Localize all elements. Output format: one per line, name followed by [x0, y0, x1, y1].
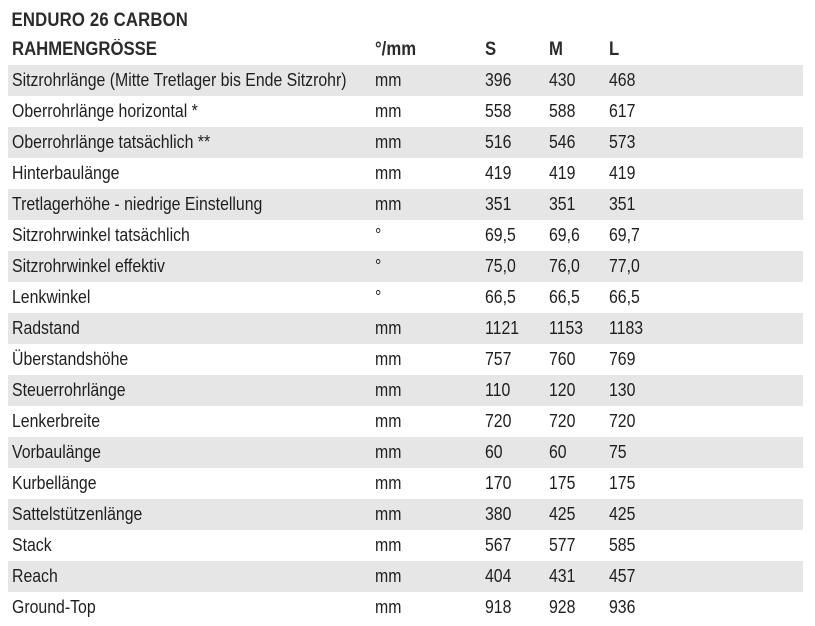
row-value-l: 66,5 [609, 287, 640, 307]
row-unit: mm [375, 442, 402, 462]
row-value-s: 720 [485, 411, 512, 431]
row-label: Sitzrohrwinkel tatsächlich [12, 225, 190, 245]
row-label: Überstandshöhe [12, 349, 129, 369]
row-label: Steuerrohrlänge [12, 380, 126, 400]
row-value-s: 110 [485, 380, 511, 400]
row-unit: mm [375, 504, 402, 524]
row-value-s: 66,5 [485, 287, 516, 307]
row-unit: ° [375, 256, 382, 276]
table-row [8, 65, 803, 96]
row-unit: ° [375, 225, 382, 245]
row-value-l: 936 [609, 597, 636, 617]
table-row [8, 561, 803, 592]
row-value-s: 918 [485, 597, 512, 617]
row-value-m: 430 [549, 70, 576, 90]
row-value-l: 468 [609, 70, 636, 90]
row-value-l: 425 [609, 504, 636, 524]
row-value-m: 351 [549, 194, 576, 214]
row-unit: mm [375, 318, 402, 338]
row-value-m: 1153 [549, 318, 584, 338]
row-label: Sitzrohrlänge (Mitte Tretlager bis Ende Sitzrohr) [12, 70, 347, 90]
row-unit: mm [375, 349, 402, 369]
row-label: Stack [12, 535, 52, 555]
row-value-l: 1183 [609, 318, 644, 338]
header-unit: °/mm [375, 38, 417, 60]
header-size-l: L [609, 38, 620, 60]
row-label: Hinterbaulänge [12, 163, 120, 183]
table-row [8, 592, 803, 623]
row-label: Lenkerbreite [12, 411, 101, 431]
row-unit: mm [375, 163, 402, 183]
row-label: Sattelstützenlänge [12, 504, 143, 524]
table-row [8, 406, 803, 437]
row-value-m: 546 [549, 132, 576, 152]
row-unit: mm [375, 380, 402, 400]
row-value-s: 1121 [485, 318, 520, 338]
row-value-s: 69,5 [485, 225, 516, 245]
row-unit: mm [375, 597, 402, 617]
row-value-m: 76,0 [549, 256, 580, 276]
row-value-m: 60 [549, 442, 567, 462]
row-label: Sitzrohrwinkel effektiv [12, 256, 165, 276]
row-unit: ° [375, 287, 382, 307]
row-value-s: 404 [485, 566, 512, 586]
row-value-l: 69,7 [609, 225, 640, 245]
row-value-l: 769 [609, 349, 636, 369]
table-row [8, 282, 803, 313]
table-row [8, 251, 803, 282]
row-unit: mm [375, 101, 402, 121]
row-unit: mm [375, 194, 402, 214]
row-value-l: 351 [609, 194, 636, 214]
row-value-m: 66,5 [549, 287, 580, 307]
row-value-m: 175 [549, 473, 576, 493]
table-row [8, 437, 803, 468]
row-value-s: 567 [485, 535, 512, 555]
row-value-m: 928 [549, 597, 576, 617]
row-value-s: 170 [485, 473, 512, 493]
row-value-s: 60 [485, 442, 503, 462]
row-unit: mm [375, 473, 402, 493]
header-size-m: M [549, 38, 563, 60]
row-label: Ground-Top [12, 597, 96, 617]
header-frame-size: RAHMENGRÖSSE [12, 38, 157, 60]
header-size-s: S [485, 38, 497, 60]
row-value-l: 130 [609, 380, 636, 400]
table-row [8, 127, 803, 158]
row-unit: mm [375, 566, 402, 586]
row-value-s: 757 [485, 349, 512, 369]
row-label: Vorbaulänge [12, 442, 101, 462]
row-value-m: 419 [549, 163, 576, 183]
row-value-l: 585 [609, 535, 636, 555]
row-unit: mm [375, 70, 402, 90]
table-header-row [8, 34, 803, 65]
row-value-m: 720 [549, 411, 576, 431]
table-row [8, 158, 803, 189]
row-label: Reach [12, 566, 58, 586]
row-value-l: 77,0 [609, 256, 640, 276]
row-value-s: 380 [485, 504, 512, 524]
row-label: Lenkwinkel [12, 287, 91, 307]
row-value-l: 419 [609, 163, 636, 183]
table-row [8, 313, 803, 344]
geometry-table [8, 8, 803, 623]
table-row [8, 220, 803, 251]
row-value-s: 351 [485, 194, 512, 214]
row-label: Kurbellänge [12, 473, 97, 493]
row-unit: mm [375, 411, 402, 431]
row-label: Tretlagerhöhe - niedrige Einstellung [12, 194, 263, 214]
table-title: ENDURO 26 CARBON [11, 10, 189, 31]
row-value-m: 577 [549, 535, 576, 555]
row-value-l: 573 [609, 132, 636, 152]
row-value-l: 175 [609, 473, 636, 493]
row-label: Radstand [12, 318, 80, 338]
table-row [8, 468, 803, 499]
row-value-m: 431 [549, 566, 576, 586]
row-value-l: 457 [609, 566, 636, 586]
row-value-s: 396 [485, 70, 512, 90]
row-value-s: 75,0 [485, 256, 516, 276]
row-label: Oberrohrlänge tatsächlich ** [12, 132, 211, 152]
table-row [8, 530, 803, 561]
row-value-m: 588 [549, 101, 576, 121]
table-row [8, 96, 803, 127]
table-row [8, 189, 803, 220]
row-value-m: 120 [549, 380, 576, 400]
row-value-s: 516 [485, 132, 512, 152]
row-unit: mm [375, 132, 402, 152]
row-value-l: 617 [609, 101, 636, 121]
table-row [8, 375, 803, 406]
table-row [8, 344, 803, 375]
row-value-m: 69,6 [549, 225, 580, 245]
row-value-l: 720 [609, 411, 636, 431]
row-unit: mm [375, 535, 402, 555]
row-value-s: 558 [485, 101, 512, 121]
row-value-s: 419 [485, 163, 512, 183]
row-label: Oberrohrlänge horizontal * [12, 101, 198, 121]
row-value-m: 760 [549, 349, 576, 369]
row-value-l: 75 [609, 442, 627, 462]
row-value-m: 425 [549, 504, 576, 524]
table-row [8, 499, 803, 530]
